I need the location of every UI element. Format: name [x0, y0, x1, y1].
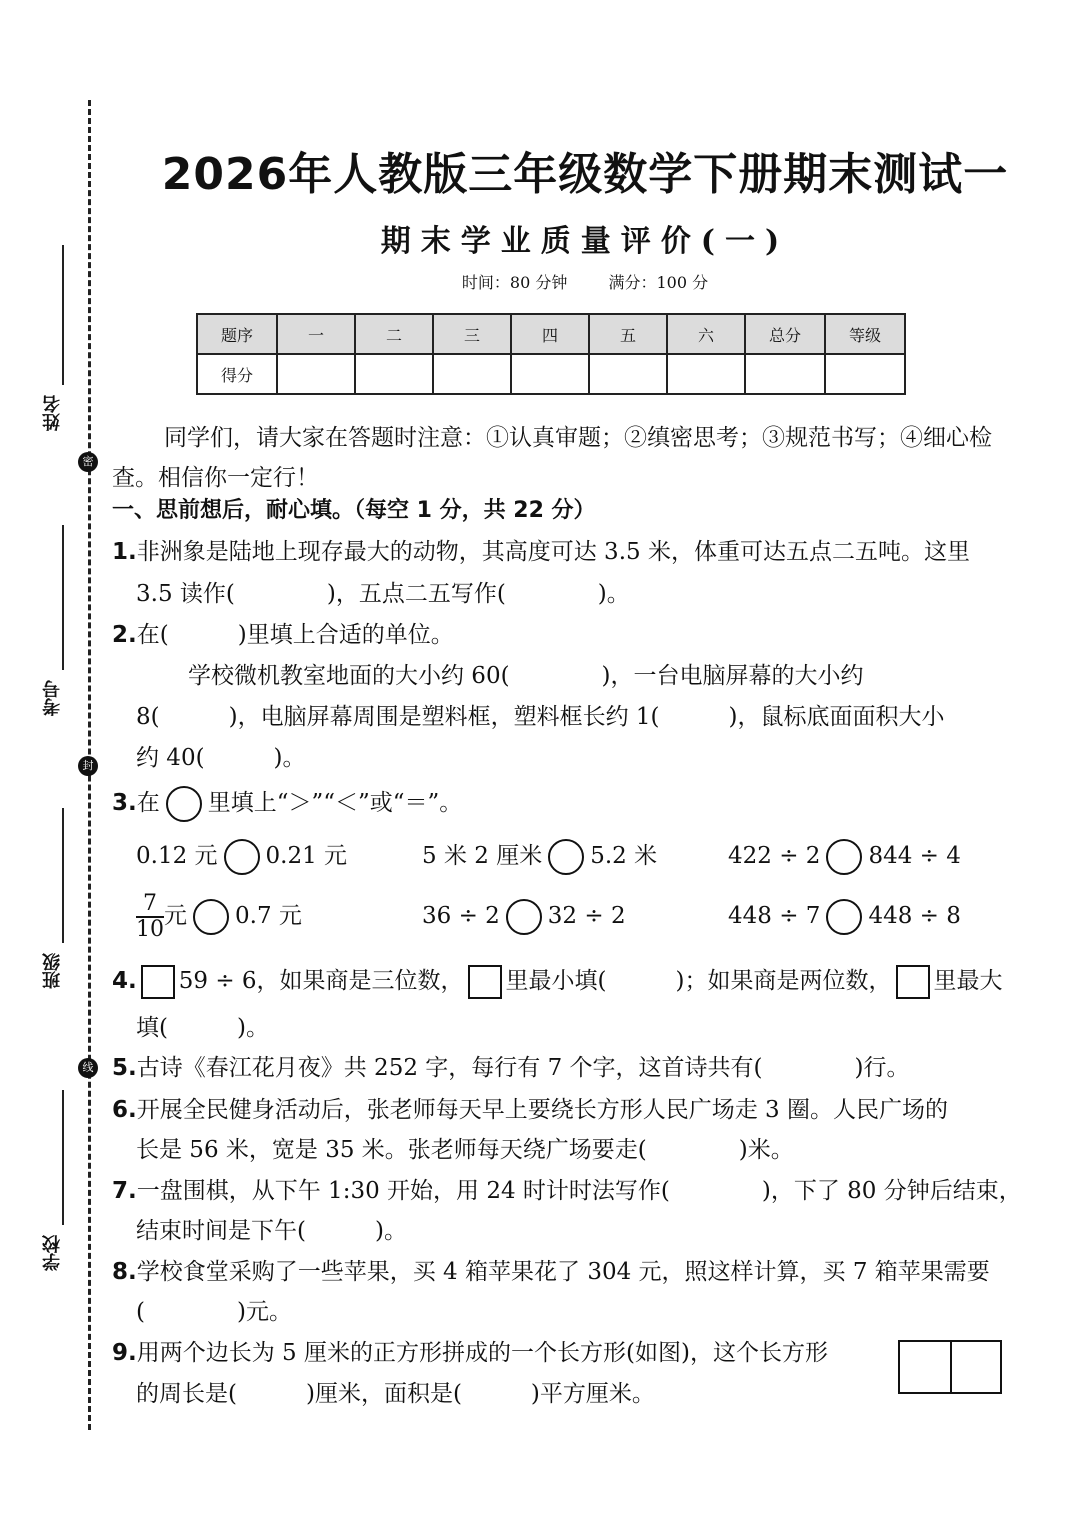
school-field[interactable]: [40, 1090, 70, 1290]
circle-icon: [166, 786, 202, 822]
header-cell: 总分: [745, 314, 825, 354]
question-area: [112, 0, 1022, 1516]
q8-line-1: [112, 1252, 990, 1292]
header-cell: 二: [355, 314, 433, 354]
q3-number: 3.: [112, 790, 137, 816]
q3-left-value: 5 米 2 厘米: [422, 843, 543, 869]
page-subtitle: 期末学业质量评价(一): [380, 224, 790, 259]
q2-text: 在( )里填上合适的单位。: [136, 622, 454, 648]
section-1-heading: 一、思前想后，耐心填。（每空 1 分，共 22 分）: [112, 498, 596, 523]
q9-line-1: [112, 1333, 828, 1373]
q3-compare-5: [422, 896, 626, 936]
compare-circle[interactable]: [548, 839, 584, 875]
compare-circle[interactable]: [224, 839, 260, 875]
q3-right-value: 844 ÷ 4: [868, 843, 961, 869]
q8-line-2[interactable]: ( )元。: [136, 1299, 292, 1325]
blank-box[interactable]: [896, 965, 930, 999]
q2-number: 2.: [112, 622, 137, 648]
header-cell: 题序: [197, 314, 277, 354]
school-label: 学校: [42, 1235, 63, 1271]
q3-compare-1: [136, 836, 347, 876]
time-limit: 时间：80 分钟: [461, 273, 568, 292]
q8-text: 学校食堂采购了一些苹果，买 4 箱苹果花了 304 元，照这样计算，买 7 箱苹果需要: [136, 1259, 990, 1285]
page-title: 2026年人教版三年级数学下册期末测试一: [161, 149, 1009, 200]
q7-number: 7.: [112, 1178, 137, 1204]
q4-number: 4.: [112, 968, 137, 994]
q2-line-4[interactable]: 约 40( )。: [136, 745, 306, 771]
q3-compare-6: [728, 896, 961, 936]
class-field[interactable]: [40, 808, 70, 1008]
q4-text-3: 里最大: [933, 968, 1003, 994]
q4-text-1: 59 ÷ 6，如果商是三位数，: [178, 968, 464, 994]
compare-circle[interactable]: [826, 899, 862, 935]
q5-number: 5.: [112, 1055, 137, 1081]
header-cell: 四: [511, 314, 589, 354]
q3-left-value: 36 ÷ 2: [422, 903, 500, 929]
header-cell: 一: [277, 314, 355, 354]
q1-text: 非洲象是陆地上现存最大的动物，其高度可达 3.5 米，体重可达五点二五吨。这里: [136, 539, 970, 565]
exam-number-label: 考号: [42, 680, 63, 716]
two-squares-rectangle-figure: [898, 1340, 1002, 1394]
q3-right-value: 5.2 米: [590, 843, 658, 869]
q2-line-2[interactable]: 学校微机教室地面的大小约 60( )，一台电脑屏幕的大小约: [188, 663, 864, 689]
seal-mark-1: 密: [78, 452, 98, 472]
q3-line-1: [112, 783, 462, 823]
q3-right-value: 0.7 元: [235, 903, 302, 929]
q6-line-1: [112, 1090, 948, 1130]
q7-line-1: [112, 1171, 1022, 1211]
q3-prefix: 在: [136, 790, 160, 816]
q4-line-1: [112, 961, 1003, 1001]
q3-left-value: 0.12 元: [136, 843, 218, 869]
q7-line-2[interactable]: 结束时间是下午( )。: [136, 1218, 407, 1244]
q3-right-value: 0.21 元: [265, 843, 348, 869]
q9-text: 用两个边长为 5 厘米的正方形拼成的一个长方形(如图)，这个长方形: [136, 1340, 828, 1366]
blank-box[interactable]: [468, 965, 502, 999]
fraction: [136, 892, 164, 942]
class-label: 班级: [42, 953, 63, 989]
compare-circle[interactable]: [506, 899, 542, 935]
q3-left-value: 448 ÷ 7: [728, 903, 821, 929]
seal-mark-3: 线: [78, 1058, 98, 1078]
q5-text[interactable]: 古诗《春江花月夜》共 252 字，每行有 7 个字，这首诗共有( )行。: [136, 1055, 910, 1081]
q8-number: 8.: [112, 1259, 137, 1285]
q4-line-2[interactable]: 填( )。: [136, 1015, 269, 1041]
compare-circle[interactable]: [193, 899, 229, 935]
header-cell: 等级: [825, 314, 905, 354]
intro-line-1: 同学们，请大家在答题时注意：①认真审题；②缜密思考；③规范书写；④细心检: [164, 425, 992, 451]
header-cell: 五: [589, 314, 667, 354]
name-label: 姓名: [42, 395, 63, 431]
intro-line-2: 查。相信你一定行！: [112, 465, 319, 491]
q9-line-2[interactable]: 的周长是( )厘米，面积是( )平方厘米。: [136, 1381, 655, 1407]
q4-text-2: 里最小填( )；如果商是两位数，: [505, 968, 892, 994]
full-score: 满分：100 分: [608, 273, 709, 292]
blank-box[interactable]: [141, 965, 175, 999]
q1-line-1: [112, 532, 970, 572]
name-field[interactable]: [40, 245, 70, 445]
q1-line-2[interactable]: 3.5 读作( )，五点二五写作( )。: [136, 581, 630, 607]
exam-number-field[interactable]: [40, 525, 70, 735]
q3-compare-2: [422, 836, 657, 876]
score-row-label: 得分: [197, 354, 277, 394]
q3-compare-4: [136, 892, 302, 942]
q3-suffix: 里填上“＞”“＜”或“＝”。: [207, 790, 463, 816]
seal-mark-2: 封: [78, 756, 98, 776]
q6-number: 6.: [112, 1097, 137, 1123]
q5-line-1: [112, 1048, 909, 1088]
q6-line-2[interactable]: 长是 56 米，宽是 35 米。张老师每天绕广场要走( )米。: [136, 1137, 794, 1163]
q2-line-3[interactable]: 8( )，电脑屏幕周围是塑料框，塑料框长约 1( )，鼠标底面面积大小: [136, 704, 945, 730]
fraction-numerator: 7: [136, 892, 164, 918]
q9-number: 9.: [112, 1340, 137, 1366]
q3-unit: 元: [164, 903, 187, 929]
q7-text[interactable]: 一盘围棋，从下午 1:30 开始，用 24 时计时法写作( )，下了 80 分钟后结束，: [136, 1178, 1022, 1204]
q6-text: 开展全民健身活动后，张老师每天早上要绕长方形人民广场走 3 圈。人民广场的: [136, 1097, 949, 1123]
q3-compare-3: [728, 836, 961, 876]
fraction-denominator: 10: [136, 917, 164, 942]
q3-right-value: 32 ÷ 2: [547, 903, 626, 929]
q3-right-value: 448 ÷ 8: [868, 903, 961, 929]
q2-line-1: [112, 615, 454, 655]
compare-circle[interactable]: [826, 839, 862, 875]
q3-left-value: 422 ÷ 2: [728, 843, 821, 869]
header-cell: 六: [667, 314, 745, 354]
header-cell: 三: [433, 314, 511, 354]
q1-number: 1.: [112, 539, 137, 565]
